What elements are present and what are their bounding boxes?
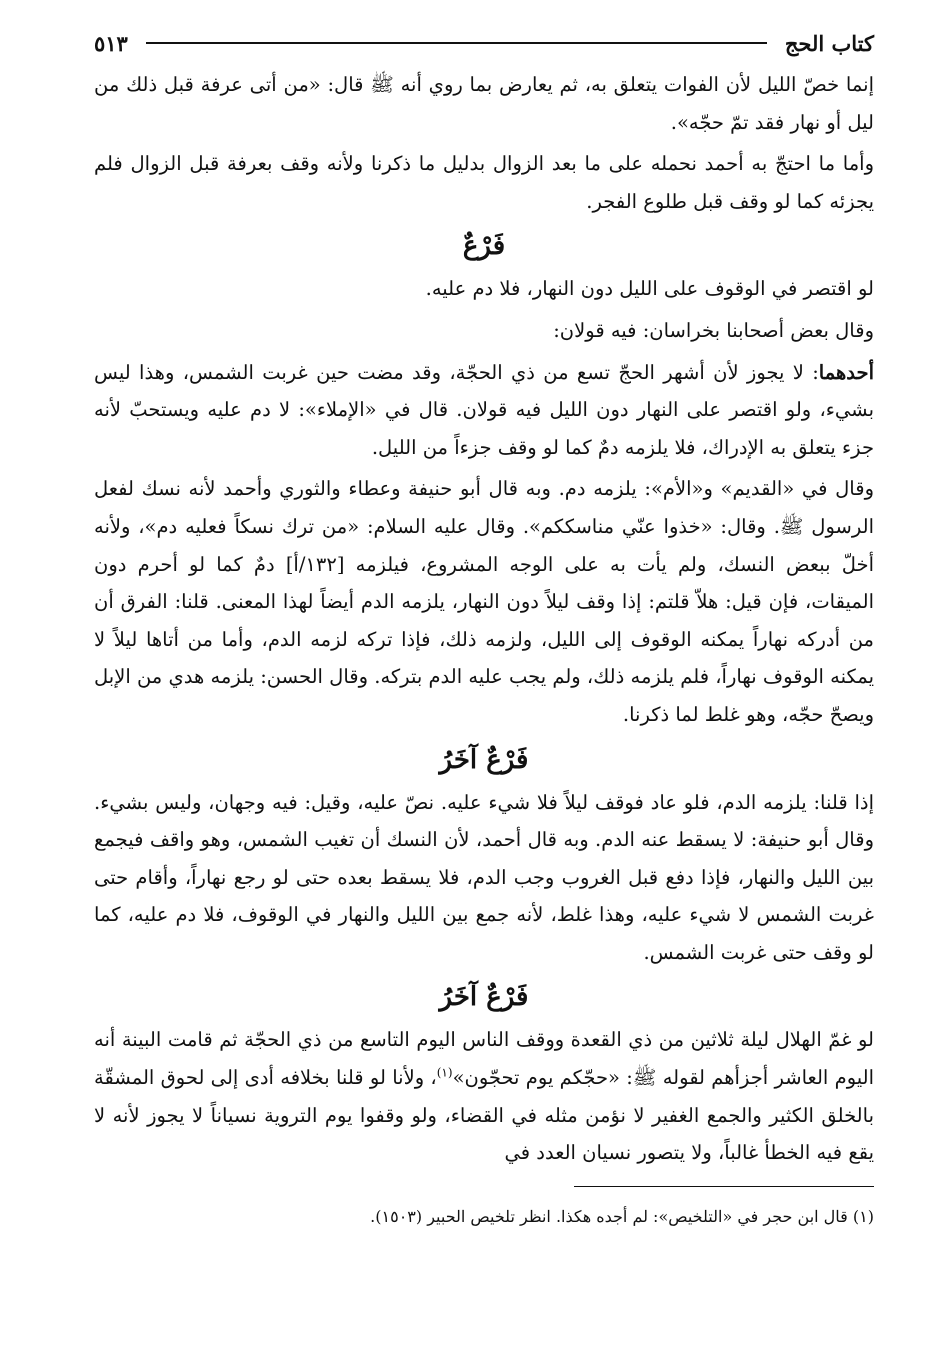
section-heading: فَرْعٌ آخَرُ <box>439 982 529 1013</box>
paragraph: وأما ما احتجّ به أحمد نحمله على ما بعد الزوال بدليل ما ذكرنا ولأنه وقف بعرفة قبل الزوال فلم يجزئه كما لو وقف قبل طلوع الفجر. <box>94 152 874 213</box>
paragraph <box>94 1021 874 1171</box>
paragraph: وقال بعض أصحابنا بخراسان: فيه قولان: <box>553 318 874 342</box>
page-header <box>94 26 874 60</box>
footnote: (١) قال ابن حجر في «التلخيص»: لم أجده هكذا. انظر تلخيص الحبير (١٥٠٣). <box>370 1206 874 1226</box>
paragraph: إذا قلنا: يلزمه الدم، فلو عاد فوقف ليلاً فلا شيء عليه. نصّ عليه، وقيل: فيه وجهان، وليس بشيء. وقال أبو حنيفة: لا يسقط عنه الدم. وبه قال أحمد، لأن النسك أن تغيب الشمس، وهو واقف فيجمع بين الليل والنهار، فإذا دفع قبل الغروب وجب الدم، فلا يسقط بعده حتى لو رجع نهاراً، وأقام حتى غربت الشمس لا شيء عليه، وهذا غلط، لأنه جمع بين الليل والنهار في الوقوف، فلا دم عليه، كما لو وقف حتى غربت الشمس. <box>94 790 874 964</box>
header-rule <box>146 42 767 44</box>
paragraph: إنما خصّ الليل لأن الفوات يتعلق به، ثم يعارض بما روي أنه ﷺ قال: «من أتى عرفة قبل ذلك من ليل أو نهار فقد تمّ حجّه». <box>94 73 874 134</box>
paragraph-text: ، ولأنا لو قلنا بخلافه أدى إلى لحوق المشقّة بالخلق الكثير والجمع الغفير لا نؤمن مثله في القضاء، ولو وقفوا يوم التروية نسياناً لا يجوز لأنه لا يقع فيه الخطأ غالباً، ولا يتصور نسيان العدد في <box>94 1066 874 1165</box>
page-body <box>94 66 874 1231</box>
section-heading: فَرْعٌ آخَرُ <box>439 744 529 775</box>
footnote-reference: (١) <box>436 1065 453 1080</box>
running-title: كتاب الحج <box>784 30 874 56</box>
footnote-divider <box>574 1186 874 1187</box>
paragraph: وقال في «القديم» و«الأم»: يلزمه دم. وبه قال أبو حنيفة وعطاء والثوري وأحمد لأنه نسك لفعل الرسول ﷺ. وقال: «خذوا عنّي مناسككم». وقال عليه السلام: «من ترك نسكاً فعليه دم»، ولأنه أخلّ ببعض النسك، ولم يأت به على الوجه المشروع، فيلزمه [١٣٢/أ] دمٌ كما لو أحرم دون الميقات، فإن قيل: هلاّ قلتم: إذا وقف ليلاً دون النهار، يلزمه الدم أيضاً لهذا المعنى. قلنا: الفرق أن من أدركه نهاراً يمكنه الوقوف إلى الليل، ولزمه ذلك، فإذا تركه لزمه الدم، وأما من أتاها ليلاً لا يمكنه الوقوف نهاراً، فلم يلزمه ذلك، ولم يجب عليه الدم بتركه. وقال الحسن: يلزمه هدي من الإبل ويصحّ حجّه، وهو غلط لما ذكرنا. <box>94 477 874 726</box>
paragraph-text: : لا يجوز لأن أشهر الحجّ تسع من ذي الحجّة، وقد مضت حين غربت الشمس، وهذا ليس بشيء، ولو اقتصر على النهار دون الليل فيه قولان. قال في «الإملاء»: لا دم عليه ويستحبّ لأنه جزء يتعلق به الإدراك، فلا يلزمه دمٌ كما لو وقف جزءاً من الليل. <box>94 360 874 459</box>
paragraph <box>94 354 874 467</box>
paragraph-lead-word: أحدهما <box>818 360 874 384</box>
page-number: ٥١٣ <box>94 30 128 56</box>
section-heading: فَرْعٌ <box>462 231 506 262</box>
paragraph: لو اقتصر في الوقوف على الليل دون النهار، فلا دم عليه. <box>425 277 874 301</box>
paragraph-text: لو غمّ الهلال ليلة ثلاثين من ذي القعدة ووقف الناس اليوم التاسع من ذي الحجّة ثم قامت البينة أنه اليوم العاشر أجزأهم لقوله ﷺ: «حجّكم يوم تحجّون» <box>94 1028 875 1090</box>
